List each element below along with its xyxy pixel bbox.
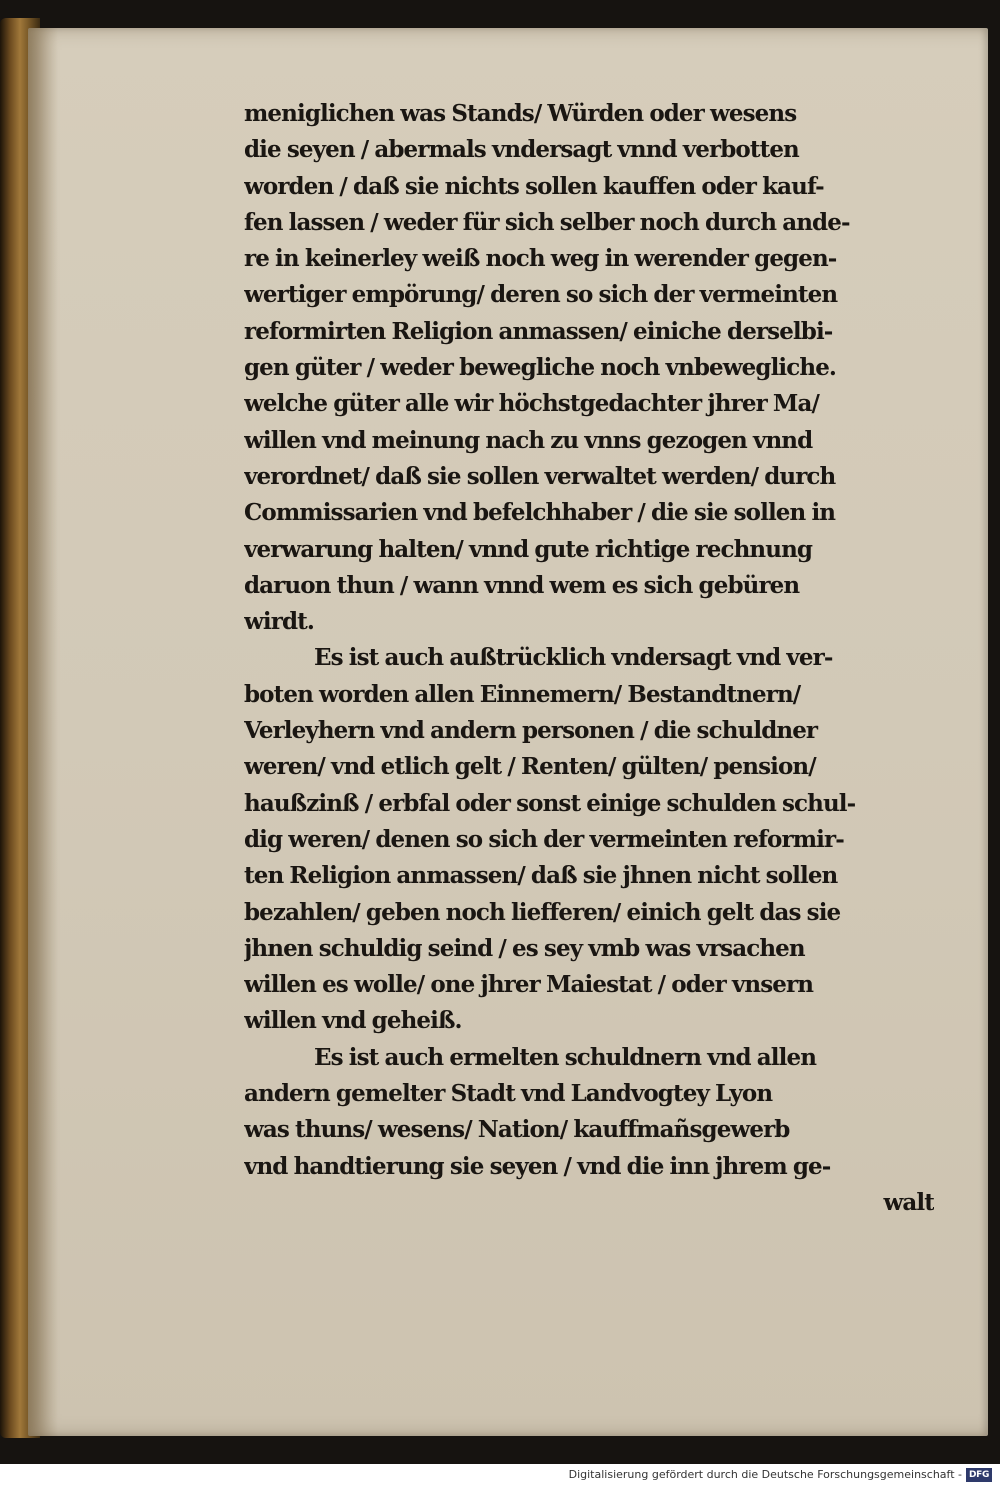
text-line: re in keinerley weiß noch weg in werender gegen- [244,245,837,273]
text-line: verwarung halten/ vnnd gute richtige rechnung [244,535,813,563]
text-line: daruon thun / wann vnnd wem es sich gebüren [244,571,800,599]
paragraph-start-line: Es ist auch ermelten schuldnern vnd allen [314,1043,817,1071]
text-line: bezahlen/ geben noch liefferen/ einich gelt das sie [244,898,841,926]
page-text-block [244,96,934,1221]
text-line: ten Religion anmassen/ daß sie jhnen nicht sollen [244,862,838,890]
text-line: dig weren/ denen so sich der vermeinten reformir- [244,825,844,853]
text-line: jhnen schuldig seind / es sey vmb was vrsachen [244,934,805,962]
text-line: reformirten Religion anmassen/ einiche derselbi- [244,317,833,345]
text-line: was thuns/ wesens/ Nation/ kauffmañsgewerb [244,1116,790,1144]
text-line: wirdt. [244,608,314,636]
paragraph-start-line: Es ist auch außtrücklich vndersagt vnd ver- [314,644,833,672]
page-gutter-shadow [28,28,58,1436]
text-line: boten worden allen Einnemern/ Bestandtnern/ [244,680,801,708]
text-line: worden / daß sie nichts sollen kauffen oder kauf- [244,172,824,200]
text-line: Commissarien vnd befelchhaber / die sie sollen in [244,499,836,527]
digitization-credit: Digitalisierung gefördert durch die Deutsche Forschungsgemeinschaft - [568,1468,962,1481]
text-line: gen güter / weder bewegliche noch vnbewegliche. [244,354,837,382]
text-line: verordnet/ daß sie sollen verwaltet werden/ durch [244,462,836,490]
text-line: willen vnd meinung nach zu vnns gezogen vnnd [244,426,813,454]
text-line: willen vnd geheiß. [244,1007,462,1035]
catchword: walt [883,1188,934,1216]
text-line: meniglichen was Stands/ Würden oder wesens [244,100,797,127]
text-line: welche güter alle wir höchstgedachter jhrer Ma/ [244,390,819,418]
text-line: weren/ vnd etlich gelt / Renten/ gülten/ pension/ [244,753,816,781]
text-line: willen es wolle/ one jhrer Maiestat / oder vnsern [244,971,814,999]
dfg-logo-icon: DFG [966,1468,992,1482]
text-line: haußzinß / erbfal oder sonst einige schulden schul- [244,789,856,817]
text-line: vnd handtierung sie seyen / vnd die inn jhrem ge- [244,1152,831,1180]
text-line: wertiger empörung/ deren so sich der vermeinten [244,281,838,309]
text-line: die seyen / abermals vndersagt vnnd verbotten [244,136,799,164]
text-line: fen lassen / weder für sich selber noch durch ande- [244,208,850,236]
text-line: Verleyhern vnd andern personen / die schuldner [244,717,818,745]
text-line: andern gemelter Stadt vnd Landvogtey Lyon [244,1080,773,1108]
